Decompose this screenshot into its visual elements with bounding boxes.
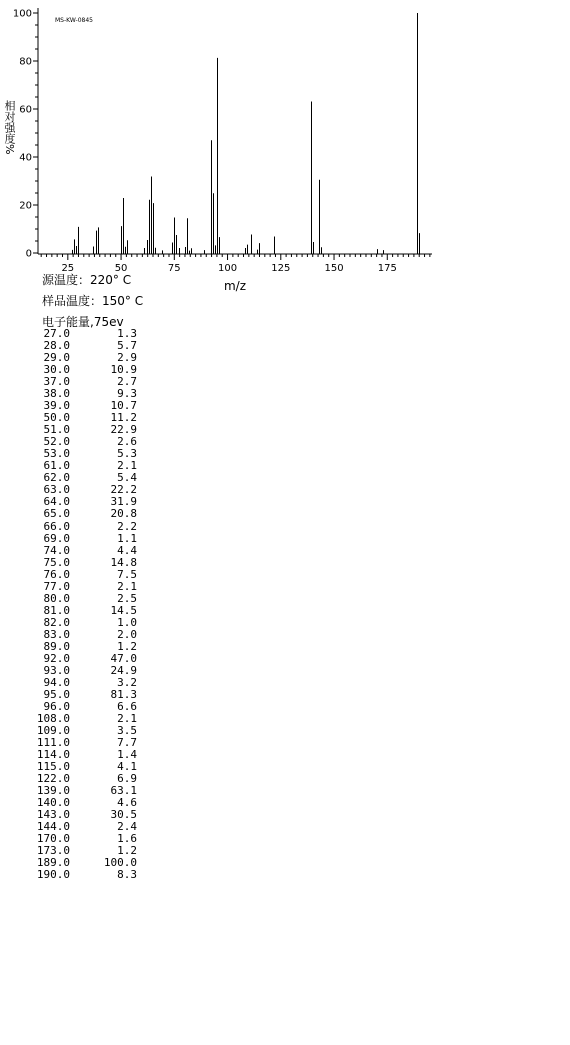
table-row [30,605,137,617]
intensity-value: 30.5 [110,808,137,822]
y-tick-label: 0 [25,248,32,260]
mz-value: 111.0 [36,736,70,750]
mz-value: 63.0 [43,483,70,497]
intensity-value: 9.3 [117,387,137,401]
table-row [30,581,137,593]
mz-value: 95.0 [43,687,70,701]
mz-value: 50.0 [43,411,70,425]
intensity-value: 10.7 [110,399,137,413]
intensity-value: 2.5 [117,591,137,605]
intensity-value: 100.0 [103,856,137,870]
y-tick-label: 80 [19,56,32,68]
mz-value: 92.0 [43,651,70,665]
intensity-value: 24.9 [110,663,137,677]
intensity-value: 14.5 [110,603,137,617]
intensity-value: 3.2 [117,675,137,689]
intensity-value: 1.3 [117,327,137,340]
mz-value: 190.0 [36,868,70,882]
mz-value: 61.0 [43,459,70,473]
mz-value: 28.0 [43,339,70,353]
y-tick-label: 60 [19,104,32,116]
mz-value: 66.0 [43,519,70,533]
y-tick-label: 100 [12,8,32,20]
mz-value: 93.0 [43,663,70,677]
intensity-value: 7.7 [117,736,137,750]
mz-value: 74.0 [43,543,70,557]
x-tick-label: 75 [167,263,181,274]
intensity-value: 2.0 [117,627,137,641]
table-row [30,533,137,545]
intensity-value: 47.0 [110,651,137,665]
intensity-value: 2.4 [117,820,137,834]
x-tick-label: 100 [217,263,238,274]
intensity-value: 2.1 [117,712,137,725]
intensity-value: 1.2 [117,639,137,653]
mz-value: 81.0 [43,603,70,617]
mz-value: 115.0 [36,760,70,774]
intensity-value: 4.6 [117,796,137,810]
intensity-value: 2.2 [117,519,137,533]
mz-value: 37.0 [43,375,70,389]
x-tick-label: 125 [271,263,291,274]
intensity-value: 31.9 [110,495,137,509]
mz-value: 89.0 [43,639,70,653]
electron-energy: 电子能量,75ev [42,315,124,329]
mz-value: 64.0 [43,495,70,509]
mz-value: 76.0 [43,567,70,581]
spectrum-id-annotation: MS-KW-0845 [55,17,93,24]
mz-value: 65.0 [43,507,70,521]
intensity-value: 5.4 [117,471,137,485]
mz-value: 143.0 [36,808,70,822]
mass-spectrum-chart [0,0,570,296]
mz-value: 62.0 [43,471,70,485]
x-tick-label: 25 [61,263,75,274]
source-temperature: 源温度：220° C [42,273,132,287]
intensity-value: 3.5 [117,724,137,738]
mz-value: 30.0 [43,363,70,377]
intensity-value: 81.3 [110,687,137,701]
sample-temperature: 样品温度：150° C [42,294,144,308]
mz-value: 109.0 [36,724,70,738]
intensity-value: 14.8 [110,555,137,569]
mz-value: 139.0 [36,784,70,798]
intensity-value: 1.2 [117,844,137,858]
mz-value: 75.0 [43,555,70,569]
table-row [30,521,137,533]
intensity-value: 8.3 [117,868,137,882]
intensity-value: 6.6 [117,699,137,713]
mz-value: 173.0 [36,844,70,858]
y-tick-label: 20 [19,200,32,212]
intensity-value: 2.6 [117,435,137,449]
intensity-value: 2.9 [117,351,137,365]
mz-value: 39.0 [43,399,70,413]
mz-value: 80.0 [43,591,70,605]
mz-value: 144.0 [36,820,70,834]
intensity-value: 1.1 [117,531,137,545]
table-row [30,508,137,520]
mz-value: 108.0 [36,712,70,725]
intensity-value: 1.4 [117,748,137,762]
x-axis-label: m/z [223,279,247,293]
mz-value: 77.0 [43,579,70,593]
mz-value: 83.0 [43,627,70,641]
mz-value: 27.0 [43,327,70,340]
mz-value: 189.0 [36,856,70,870]
mz-value: 29.0 [43,351,70,365]
intensity-value: 63.1 [110,784,137,798]
mz-value: 170.0 [36,832,70,846]
mz-value: 96.0 [43,699,70,713]
peak-table [30,328,137,881]
x-tick-label: 50 [114,263,128,274]
y-axis-label: 相对强度% [3,100,16,155]
intensity-value: 22.9 [110,423,137,437]
table-row [30,629,137,641]
mz-value: 53.0 [43,447,70,461]
mz-value: 51.0 [43,423,70,437]
y-tick-label: 40 [19,152,32,164]
mz-value: 38.0 [43,387,70,401]
intensity-value: 2.1 [117,579,137,593]
table-row [30,617,137,629]
intensity-value: 5.7 [117,339,137,353]
intensity-value: 22.2 [110,483,137,497]
intensity-value: 2.7 [117,375,137,389]
mz-value: 69.0 [43,531,70,545]
intensity-value: 5.3 [117,447,137,461]
table-row [30,557,137,569]
intensity-value: 10.9 [110,363,137,377]
intensity-value: 2.1 [117,459,137,473]
intensity-value: 4.4 [117,543,137,557]
table-row [30,593,137,605]
table-row [30,869,137,881]
intensity-value: 6.9 [117,772,137,786]
intensity-value: 7.5 [117,567,137,581]
x-tick-label: 150 [324,263,344,274]
mz-value: 82.0 [43,615,70,629]
mz-value: 140.0 [36,796,70,810]
intensity-value: 20.8 [110,507,137,521]
mz-value: 94.0 [43,675,70,689]
intensity-value: 1.6 [117,832,137,846]
mz-value: 52.0 [43,435,70,449]
mz-value: 122.0 [36,772,70,786]
intensity-value: 1.0 [117,615,137,629]
intensity-value: 11.2 [110,411,137,425]
mz-value: 114.0 [36,748,70,762]
table-row [30,569,137,581]
table-row [30,545,137,557]
x-tick-label: 175 [377,263,397,274]
intensity-value: 4.1 [117,760,137,774]
